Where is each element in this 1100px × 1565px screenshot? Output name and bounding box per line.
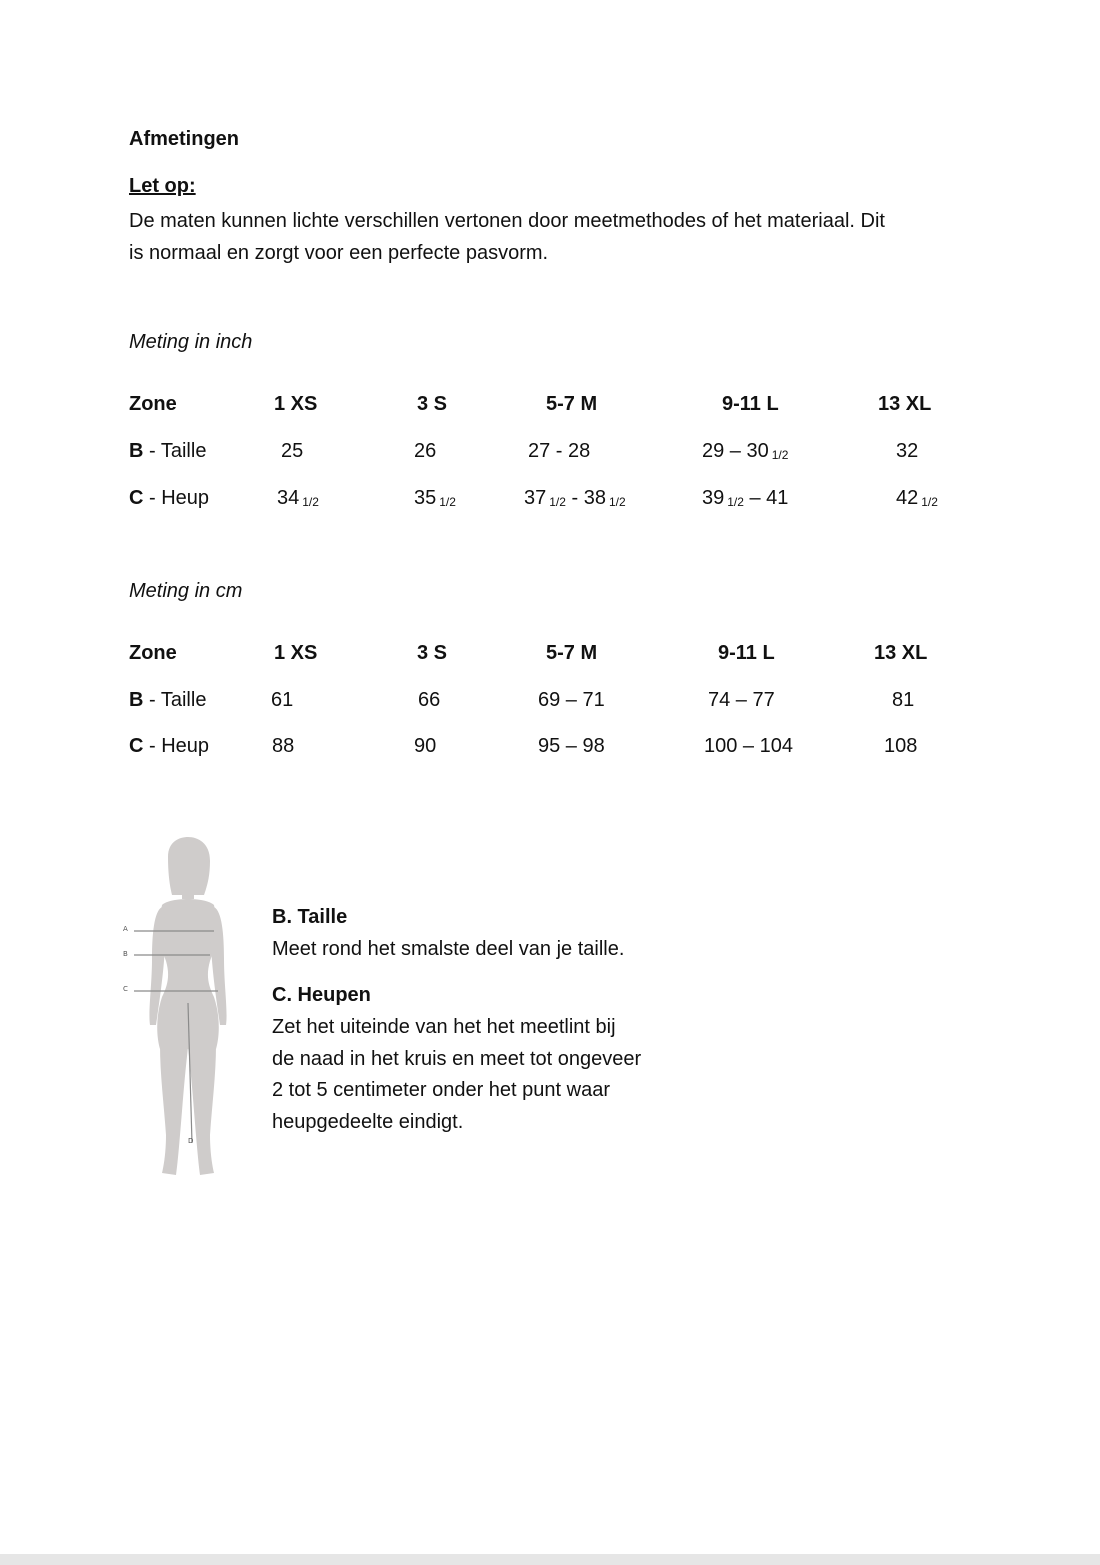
value-text: 35: [414, 487, 437, 509]
zone-label: - Heup: [143, 735, 210, 757]
inch-value-cell: [281, 440, 303, 463]
female-silhouette-icon: [118, 835, 248, 1180]
inch-value-cell: [702, 440, 788, 463]
inch-header-cell: 1 XS: [274, 393, 318, 415]
value-text: 61: [271, 689, 294, 711]
cm-zone-cell: [129, 689, 206, 712]
measurement-line: Meet rond het smalste deel van je taille.: [272, 938, 625, 960]
cm-header-cell: 13 XL: [874, 642, 928, 664]
value-text: 90: [414, 735, 437, 757]
value-text: 25: [281, 440, 304, 462]
cm-header-cell: 3 S: [417, 642, 448, 664]
figure-label-d: D: [188, 1137, 194, 1145]
zone-letter: B: [129, 689, 144, 711]
measurement-c-text: [272, 1012, 641, 1138]
fraction: 1/2: [549, 495, 566, 509]
cm-value-cell: [538, 689, 605, 712]
zone-letter: C: [129, 735, 144, 757]
measurement-line: 2 tot 5 centimeter onder het punt waar: [272, 1079, 610, 1101]
cm-table-heading: Meting in cm: [129, 580, 243, 602]
cm-value-cell: [538, 735, 605, 758]
value-text: 69 – 71: [538, 689, 605, 711]
note-line: is normaal en zorgt voor een perfecte pasvorm.: [129, 242, 549, 264]
value-text: 37: [524, 487, 547, 509]
cm-value-cell: [884, 735, 917, 758]
figure-label-c: C: [123, 985, 128, 993]
value-text: 81: [892, 689, 915, 711]
fraction: 1/2: [771, 448, 789, 462]
value-text: 39: [702, 487, 725, 509]
fraction: 1/2: [727, 495, 744, 509]
body-measurement-figure: [118, 835, 248, 1180]
note-label: Let op:: [129, 175, 196, 197]
value-text: 74 – 77: [708, 689, 775, 711]
zone-label: - Heup: [143, 487, 210, 509]
inch-value-cell: [414, 487, 456, 510]
inch-value-cell: [528, 440, 590, 463]
inch-value-cell: [896, 487, 938, 510]
fraction: 1/2: [608, 495, 626, 509]
measurement-line: heupgedeelte eindigt.: [272, 1110, 464, 1133]
fraction: 1/2: [921, 495, 938, 509]
fraction: 1/2: [302, 495, 319, 509]
measurement-c-heading: C. Heupen: [272, 984, 371, 1006]
note-text: [129, 205, 969, 269]
cm-value-cell: [708, 689, 775, 712]
inch-header-cell: 3 S: [417, 393, 448, 415]
cm-header-cell: 5-7 M: [546, 642, 598, 664]
zone-letter: C: [129, 487, 144, 509]
inch-value-cell: [277, 487, 319, 510]
value-text: 95 – 98: [538, 735, 605, 757]
value-text: 27 - 28: [528, 440, 591, 462]
value-text: 108: [884, 735, 918, 757]
value-text: 66: [418, 689, 441, 711]
measurement-b-text: [272, 934, 624, 966]
inch-header-cell: Zone: [129, 393, 177, 415]
zone-letter: B: [129, 440, 144, 462]
inch-zone-cell: [129, 487, 209, 510]
inch-header-cell: 9-11 L: [722, 393, 779, 415]
value-text: 42: [896, 487, 919, 509]
value-text: 26: [414, 440, 437, 462]
zone-label: - Taille: [143, 440, 207, 462]
cm-header-cell: Zone: [129, 642, 177, 664]
cm-value-cell: [418, 689, 440, 712]
cm-value-cell: [271, 689, 293, 712]
inch-zone-cell: [129, 440, 206, 463]
inch-value-cell: [702, 487, 788, 510]
zone-label: - Taille: [143, 689, 207, 711]
cm-zone-cell: [129, 735, 209, 758]
value-text: – 41: [743, 487, 789, 509]
measurement-line: Zet het uiteinde van het het meetlint bij: [272, 1016, 616, 1038]
cm-value-cell: [414, 735, 436, 758]
measurement-line: de naad in het kruis en meet tot ongeveer: [272, 1047, 642, 1070]
measurement-b-heading: B. Taille: [272, 906, 348, 928]
cm-value-cell: [704, 735, 793, 758]
inch-header-cell: 13 XL: [878, 393, 932, 415]
inch-header-cell: 5-7 M: [546, 393, 598, 415]
note-line: De maten kunnen lichte verschillen vertonen door meetmethodes of het materiaal. Dit: [129, 210, 885, 232]
value-text: 88: [272, 735, 295, 757]
inch-value-cell: [896, 440, 918, 463]
cm-value-cell: [892, 689, 914, 712]
value-text: 32: [896, 440, 919, 462]
cm-header-cell: 1 XS: [274, 642, 318, 664]
figure-label-b: B: [123, 950, 128, 958]
inch-table-heading: Meting in inch: [129, 331, 253, 353]
cm-value-cell: [272, 735, 294, 758]
value-text: 34: [277, 487, 300, 509]
inch-value-cell: [414, 440, 436, 463]
page-title: Afmetingen: [129, 128, 239, 150]
value-text: 100 – 104: [704, 735, 793, 757]
value-text: - 38: [565, 487, 606, 509]
footer-divider: [0, 1554, 1100, 1565]
fraction: 1/2: [439, 495, 456, 509]
figure-label-a: A: [123, 925, 128, 933]
inch-value-cell: [524, 487, 626, 510]
cm-header-cell: 9-11 L: [718, 642, 775, 664]
value-text: 29 – 30: [702, 440, 769, 462]
